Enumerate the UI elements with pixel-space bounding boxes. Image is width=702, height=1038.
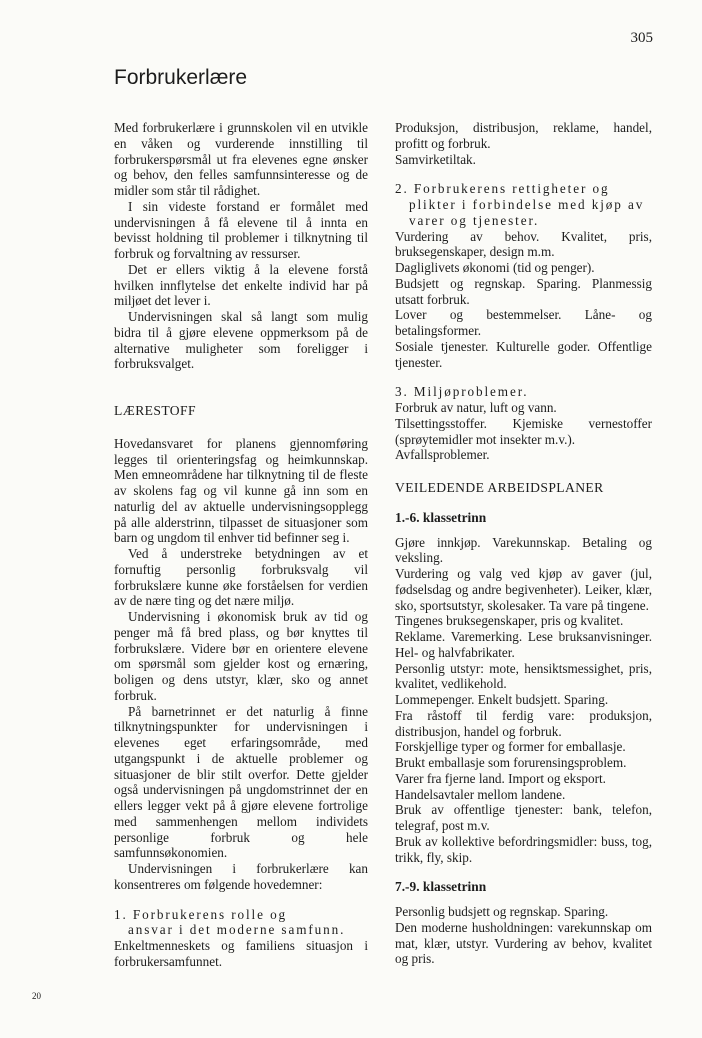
laerestoff-paragraph: Undervisningen i forbrukerlære kan konsentreres om følgende hovedemner: xyxy=(114,861,368,892)
grade-1-6-item: Reklame. Varemerking. Lese bruksanvisninger. Hel- og halvfabrikater. xyxy=(395,629,652,660)
grade-1-6-item: Vurdering og valg ved kjøp av gaver (jul, fødselsdag og andre begivenheter). Leiker, klær, sko, sportsutstyr, skolesaker. Ta vare på tingene. xyxy=(395,566,652,613)
grade-1-6-item: Varer fra fjerne land. Import og eksport. xyxy=(395,770,606,786)
theme-3-item: Tilsettingsstoffer. Kjemiske vernestoffer (sprøytemidler mot insekter m.v.). xyxy=(395,415,652,447)
grade-1-6-item: Tingenes bruksegenskaper, pris og kvalitet. xyxy=(395,613,624,629)
footer-number: 20 xyxy=(32,991,41,1001)
grade-1-6-item: Lommepenger. Enkelt budsjett. Sparing. xyxy=(395,692,609,707)
theme-1-cont: Produksjon, distribusjon, reklame, handel, profitt og forbruk. xyxy=(395,120,652,151)
grade-1-6-item: Fra råstoff til ferdig vare: produksjon, distribusjon, handel og forbruk. xyxy=(395,707,652,739)
grade-1-6-item: Gjøre innkjøp. Varekunnskap. Betaling og veksling. xyxy=(395,534,652,566)
grade-7-9-item: Personlig budsjett og regnskap. Sparing. xyxy=(395,904,609,919)
grade-7-9-heading: 7.-9. klassetrinn xyxy=(395,879,487,895)
grade-1-6-item: Brukt emballasje som forurensingsproblem. xyxy=(395,755,627,770)
grade-1-6-item: Bruk av kollektive befordringsmidler: buss, tog, trikk, fly, skip. xyxy=(395,833,652,865)
right-column xyxy=(395,120,652,967)
intro-paragraph: I sin videste forstand er formålet med undervisningen å få elevene til å innta en bevisst holdning til problemer i tilknytning til forbruk og forvaltning av ressurser. xyxy=(114,198,368,261)
theme-1-cont: Samvirketiltak. xyxy=(395,151,476,167)
grade-7-9-item: Den moderne husholdningen: varekunnskap om mat, klær, utstyr. Vurdering av behov, kvalitet og pris. xyxy=(395,919,652,967)
grade-1-6-item: Bruk av offentlige tjenester: bank, telefon, telegraf, post m.v. xyxy=(395,802,652,833)
theme-1-heading-cont: ansvar i det moderne samfunn. xyxy=(128,922,346,938)
theme-2-item: Budsjett og regnskap. Sparing. Planmessig utsatt forbruk. xyxy=(395,275,652,307)
theme-3-item: Avfallsproblemer. xyxy=(395,447,490,463)
grade-1-6-item: Forskjellige typer og former for emballasje. xyxy=(395,739,626,755)
theme-2-heading-cont: varer og tjenester. xyxy=(409,212,540,228)
theme-1-heading: 1. Forbrukerens rolle og xyxy=(114,906,288,922)
theme-2-item: Lover og bestemmelser. Låne- og betalingsformer. xyxy=(395,307,652,338)
laerestoff-paragraph: Hovedansvaret for planens gjennomføring legges til orienteringsfag og heimkunnskap. Men emneområdene har tilknytning til de fleste av skolens fag og vil kunne gå inn som en naturlig del av aktuelle undervisningsopplegg på alle alderstrinn, tilpasset de situasjoner som barn og ungdom til enhver tid befinner seg i. xyxy=(114,435,368,546)
intro-paragraph: Undervisningen skal så langt som mulig bidra til å gjøre elevene oppmerksom på de alternative muligheter som foreligger i forbruksvalget. xyxy=(114,309,368,372)
grade-1-6-item: Handelsavtaler mellom landene. xyxy=(395,786,566,802)
grade-1-6-heading: 1.-6. klassetrinn xyxy=(395,509,487,525)
theme-2-heading: 2. Forbrukerens rettigheter og xyxy=(395,181,610,197)
intro-paragraph: Med forbrukerlære i grunnskolen vil en utvikle en våken og vurderende innstilling til forbrukerspørsmål ut fra elevenes egne ønsker og behov, den felles samfunnsinteresse og de midler som står til rådighet. xyxy=(114,120,368,198)
page-number: 305 xyxy=(630,30,653,46)
laerestoff-paragraph: Undervisning i økonomisk bruk av tid og penger må få bred plass, og bør knyttes til forbrukslære. Videre bør en orientere elevene om spørsmål som gjelder kost og ernæring, boligen og dens utstyr, klær, sko og annet forbruk. xyxy=(114,609,368,703)
theme-2-item: Sosiale tjenester. Kulturelle goder. Offentlige tjenester. xyxy=(395,338,652,370)
intro-paragraph: Det er ellers viktig å la elevene forstå hvilken innflytelse det enkelte individ har på miljøet det lever i. xyxy=(114,261,368,309)
grade-1-6-item: Personlig utstyr: mote, hensiktsmessighet, pris, kvalitet, vedlikehold. xyxy=(395,660,652,692)
chapter-title: Forbrukerlære xyxy=(114,66,248,89)
theme-3-item: Forbruk av natur, luft og vann. xyxy=(395,400,557,415)
veiledende-heading: VEILEDENDE ARBEIDSPLANER xyxy=(395,480,604,495)
theme-3-heading: 3. Miljøproblemer. xyxy=(395,384,529,400)
theme-2-item: Vurdering av behov. Kvalitet, pris, bruksegenskaper, design m.m. xyxy=(395,228,652,260)
laerestoff-heading: LÆRESTOFF xyxy=(114,403,196,418)
left-column xyxy=(114,120,368,970)
theme-2-item: Dagliglivets økonomi (tid og penger). xyxy=(395,260,595,275)
laerestoff-paragraph: Ved å understreke betydningen av et fornuftig personlig forbruksvalg vil forbrukslære kunne øke forståelsen for verdien av de nære ting og det nære miljø. xyxy=(114,546,368,609)
theme-2-heading-cont: plikter i forbindelse med kjøp av xyxy=(409,197,645,212)
theme-1-text: Enkeltmenneskets og familiens situasjon i forbrukersamfunnet. xyxy=(114,938,368,969)
laerestoff-paragraph: På barnetrinnet er det naturlig å finne tilknytningspunkter for undervisningen i elevenes eget erfaringsområde, med utgangspunkt i de aktuelle problemer og situasjoner de blir stilt overfor. Dette gjelder også undervisningen på ungdomstrinnet der en ellers legger vekt på å gjøre elevene fortrolige med sammenhengen mellom individets personlige forbruk og hele samfunnsøkonomien. xyxy=(114,703,368,861)
